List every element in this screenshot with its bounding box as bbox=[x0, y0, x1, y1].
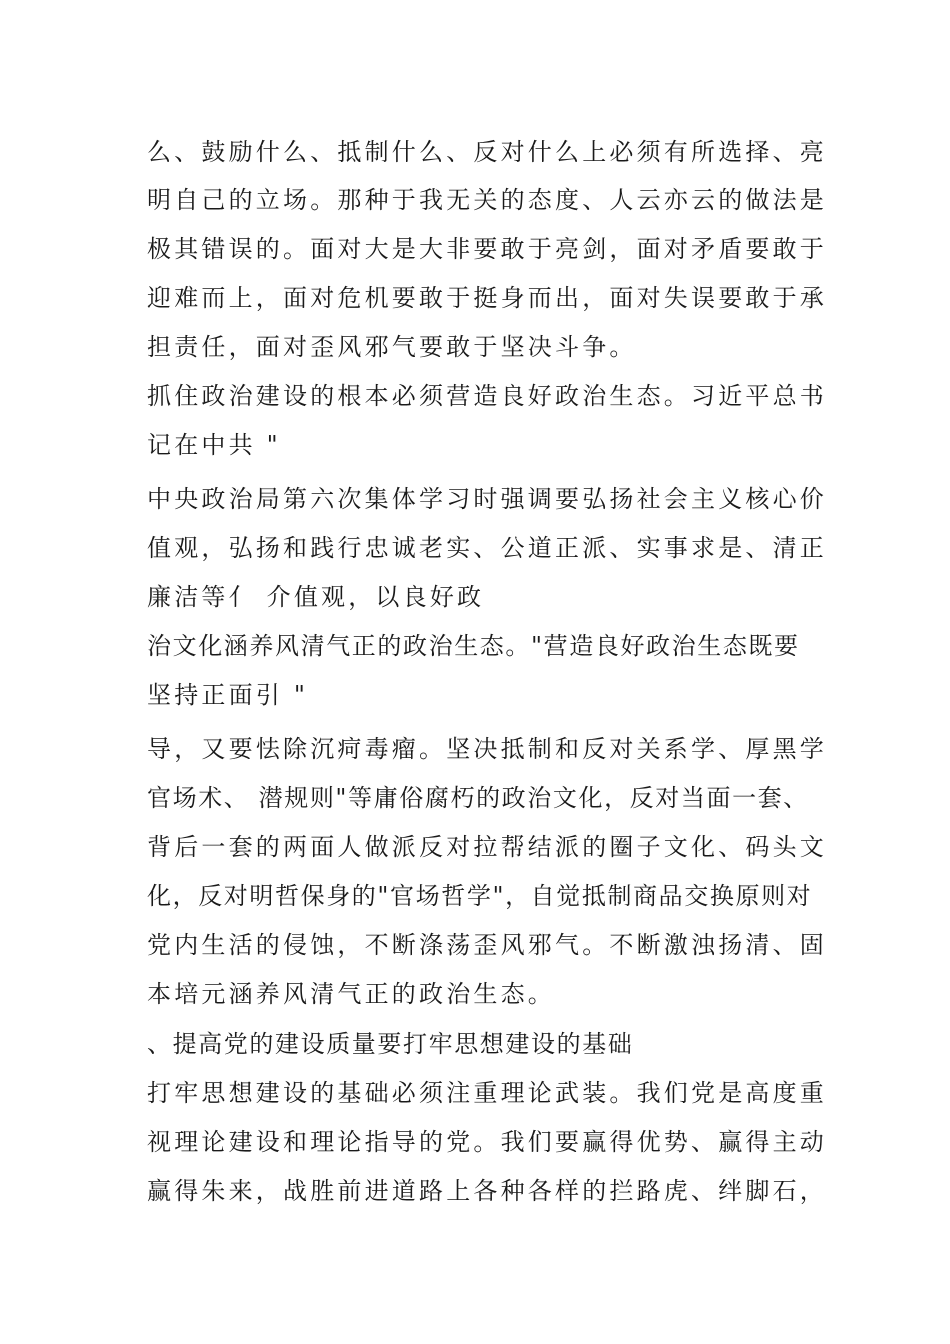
text-line: 党内生活的侵蚀，不断涤荡歪风邪气。不断激浊扬清、固 bbox=[147, 931, 827, 959]
text-line: 打牢思想建设的基础必须注重理论武装。我们党是高度重 bbox=[147, 1079, 827, 1107]
text-line: 迎难而上，面对危机要敢于挺身而出，面对失误要敢于承 bbox=[147, 284, 827, 312]
text-line: 本培元涵养风清气正的政治生态。 bbox=[147, 980, 555, 1008]
text-line: 治文化涵养风清气正的政治生态。"营造良好政治生态既要 bbox=[147, 632, 800, 660]
text-line: 抓住政治建设的根本必须营造良好政治生态。习近平总书 bbox=[147, 382, 827, 410]
text-line: 导，又要怯除沉疴毒瘤。坚决抵制和反对关系学、厚黑学 bbox=[147, 735, 827, 763]
text-line: 赢得朱来，战胜前进道路上各种各样的拦路虎、绊脚石， bbox=[147, 1177, 827, 1205]
text-line: 坚持正面引 " bbox=[147, 681, 309, 709]
text-line: 廉洁等亻 介值观，以良好政 bbox=[147, 583, 485, 611]
text-line: 视理论建设和理论指导的党。我们要赢得优势、赢得主动 bbox=[147, 1128, 827, 1156]
text-line: 背后一套的两面人做派反对拉帮结派的圈子文化、码头文 bbox=[147, 833, 827, 861]
text-line: 官场术、 潜规则"等庸俗腐朽的政治文化，反对当面一套、 bbox=[147, 784, 809, 812]
text-line: 极其错误的。面对大是大非要敢于亮剑，面对矛盾要敢于 bbox=[147, 235, 827, 263]
text-line: 么、鼓励什么、抵制什么、反对什么上必须有所选择、亮 bbox=[147, 138, 827, 166]
text-line: 中央政治局第六次集体学习时强调要弘扬社会主义核心价 bbox=[147, 485, 827, 513]
text-line: 记在中共 " bbox=[147, 431, 281, 459]
text-line: 值观，弘扬和践行忠诚老实、公道正派、实事求是、清正 bbox=[147, 534, 827, 562]
text-line: 化，反对明哲保身的"官场哲学"，自觉抵制商品交换原则对 bbox=[147, 882, 813, 910]
section-heading: 、提高党的建设质量要打牢思想建设的基础 bbox=[147, 1030, 634, 1058]
text-line: 明自己的立场。那种于我无关的态度、人云亦云的做法是 bbox=[147, 186, 827, 214]
text-line: 担责任，面对歪风邪气要敢于坚决斗争。 bbox=[147, 333, 637, 361]
